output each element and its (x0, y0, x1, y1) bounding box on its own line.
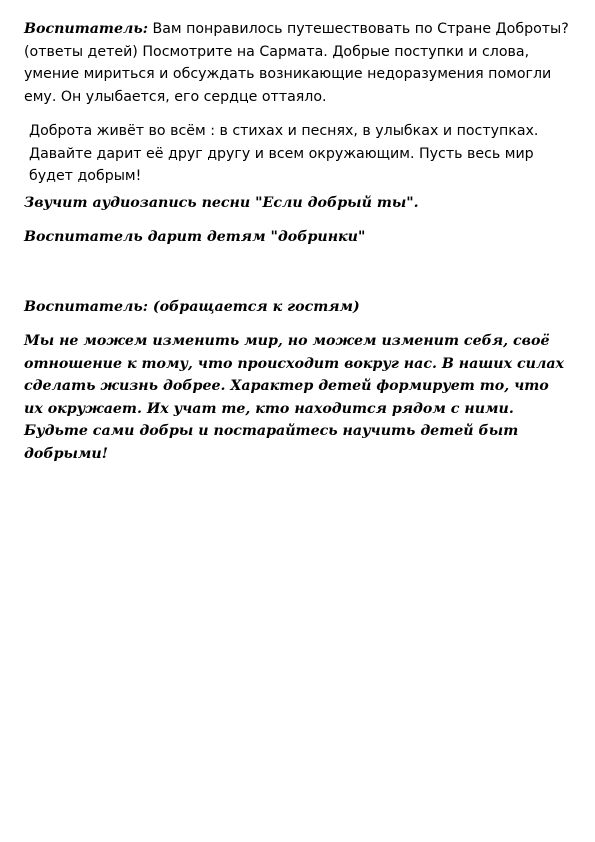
intro-paragraph (24, 18, 572, 108)
speaker-label: Воспитатель: (24, 21, 148, 37)
closing-paragraph: Мы не можем изменить мир, но можем изменит себя, своё отношение к тому, что происходит вокруг нас. В наших силах сделать жизнь добрее. Характер детей формирует то, что их окружает. Их учат те, кто находится рядом с ними. Будьте сами добры и постарайтесь научить детей быт добрыми! (24, 333, 565, 462)
kindness-paragraph: Доброта живёт во всём : в стихах и песнях, в улыбках и поступках. Давайте дарит её друг другу и всем окружающим. Пусть весь мир будет добрым! (29, 123, 539, 184)
intro-text: Вам понравилось путешествовать по Стране Доброты?(ответы детей) Посмотрите на Сармата. Добрые поступки и слова, умение мириться и обсуждать возникающие недоразумения помогли ему. Он улыбается, его сердце оттаяло. (24, 21, 569, 105)
gift-note: Воспитатель дарит детям "добринки" (24, 229, 366, 245)
document-page (24, 18, 572, 465)
audio-note: Звучит аудиозапись песни "Если добрый ты". (24, 194, 419, 211)
guests-address-heading: Воспитатель: (обращается к гостям) (24, 298, 360, 315)
